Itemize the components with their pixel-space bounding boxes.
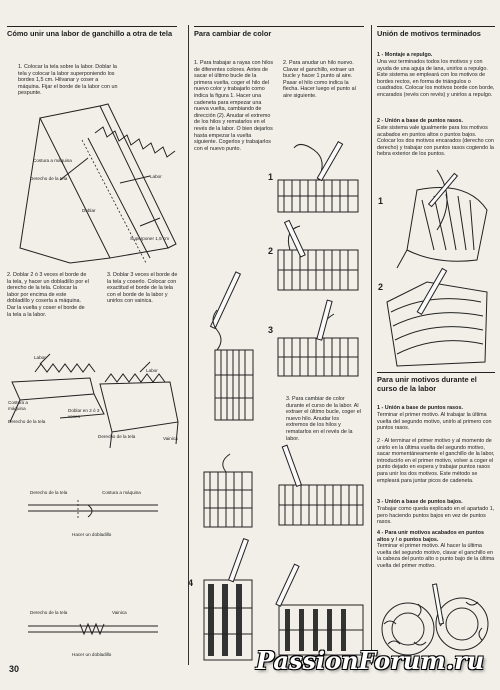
col1-step2: 2. Doblar 2 ó 3 veces el borde de la tela, y hacer un dobladillo por el derecho de la tela. Colocar la labor por encima de este dobladillo y coserla a máquina. Dar la vuelta y coser el borde de la tela a la labor.	[7, 272, 89, 318]
fig2-costura: Costura a máquina	[8, 400, 28, 411]
fig2-labor1: Labor	[34, 355, 46, 360]
figure-vainica-hem	[28, 620, 158, 640]
col1-heading: Cómo unir una labor de ganchillo a otra de tela	[7, 26, 177, 38]
fig3-costura: Costura a máquina	[102, 490, 141, 495]
col2-step3: 3. Para cambiar de color durante el curso de la labor. Al extraer el último bucle, coger el nuevo hilo. Anudar los extremos de los hilos y rematarlos en el revés de la labor.	[286, 396, 361, 442]
fig1-doblar: Doblar	[82, 208, 96, 213]
column-divider-2	[371, 25, 372, 665]
fig4-hacer: Hacer un dobladillo	[72, 652, 112, 657]
col3-t1-body: Terminar el primer motivo. Al trabajar la última vuelta del segundo motivo, unirlo al primero con puntos rasos.	[377, 412, 492, 432]
fig4-derecho: Derecho de la tela	[30, 610, 68, 615]
col2-fig-number-2: 2	[268, 246, 274, 256]
fig4-vainica: Vainica	[112, 610, 127, 615]
col3-s2-body: Este sistema vale igualmente para los motivos acabados en puntos altos o puntos bajos. Colocar los dos motivos encarados (derecho con derecho) y trabajar con puntos rasos cogiendo la hebra exterior de los puntos.	[377, 125, 494, 158]
col3-s1-title: 1 - Montaje a repulgo.	[377, 52, 433, 58]
col3-t3-body: Trabajar como queda explicado en el apartado 1, pero haciendo puntos bajos en vez de puntos rasos.	[377, 506, 495, 526]
col3-t4-title: 4 - Para unir motivos acabados en puntos altos y / o puntos bajos.	[377, 530, 484, 543]
fig1-labor: Labor	[150, 174, 162, 179]
page-number: 30	[9, 664, 20, 674]
fig3-derecho: Derecho de la tela	[30, 490, 68, 495]
fig1-superponer: Superponer 1,5 cm	[130, 236, 170, 241]
figure-motif-join-2	[377, 262, 495, 370]
col3-s1-body: Una vez terminados todos los motivos y con ayuda de una aguja de lana, unirlos a repulgo. Este sistema se empleará con los motivos de bordes rectos, en forma de triángulos o cuadrados. Colocar los motivos borde con borde, encarados (revés con revés) y unirlos a repulgo.	[377, 59, 495, 98]
col2-fig-number-1: 1	[268, 172, 274, 182]
col2-step1: 1. Para trabajar a rayas con hilos de diferentes colores. Antes de sacar el último bucle de la primera vuelta, coger el hilo del nuevo color y trabajarlo como indica la figura 1. Hacer una cadeneta para empezar una nueva vuelta, cambiando de dirección (2). Anudar el extremo de los hilos y rematarlos en el revés de la labor. O bien dejarlos hasta empezar la vuelta siguiente. Cogerlos y trabajarlos con el nuevo punto.	[194, 60, 274, 152]
col3-fig-number-1: 1	[378, 196, 384, 206]
col3-t2-body: 2 - Al terminar el primer motivo y al momento de unirlo en la última vuelta del segundo motivo, sacar momentáneamente el ganchillo de la labor, introducirlo en el primer motivo, volver a coger el punto dejado en espera y trabajar puntos rasos para unir los dos motivos. Este método se empleará para juntar picos de cadeneta.	[377, 438, 495, 484]
fig1-costura: Costura a máquina	[33, 158, 72, 163]
fig2-derecho2: Derecho de la tela	[98, 434, 136, 439]
fig1-derecho: Derecho de la tela	[30, 176, 68, 181]
figure-color-change-2	[270, 220, 365, 300]
fig2-vainica: Vainica	[163, 436, 178, 441]
figure-motif-join-1	[377, 170, 495, 270]
figure-color-change-5	[275, 445, 367, 670]
col1-step3: 3. Doblar 3 veces el borde de la tela y coserlo. Colocar con exactitud el borde de la tela con el borde de la labor y unirlos con vainica.	[107, 272, 178, 305]
col3-heading-1: Unión de motivos terminados	[377, 26, 495, 38]
col3-s2-title: 2 - Unión a base de puntos rasos.	[377, 118, 463, 124]
col2-fig-number-4: 4	[188, 578, 194, 588]
fig2-doblar: Doblar en 2 ó 3 veces	[68, 408, 100, 419]
col3-fig-number-2: 2	[378, 282, 384, 292]
col2-step2: 2. Para anudar un hilo nuevo. Clavar el ganchillo, extraer un bucle y hacer 1 punto al aire. Pasar el hilo como indica la flecha. Hacer luego el punto al aire siguiente.	[283, 60, 356, 99]
column-divider-1	[188, 25, 189, 665]
fig3-hacer: Hacer un dobladillo	[72, 532, 112, 537]
col1-step1: 1. Colocar la tela sobre la labor. Doblar la tela y colocar la labor superponiendo los bordes 1,5 cm. Hilvanar y coser a máquina. Fijar el borde de la labor con un pespunte.	[18, 64, 118, 97]
figure-color-change-3	[270, 300, 365, 380]
col3-t3-title: 3 - Unión a base de puntos bajos.	[377, 499, 463, 505]
col3-t4-body: Terminar el primer motivo. Al hacer la última vuelta del segundo motivo, clavar el ganchillo en la cabeza del punto alto o punto bajo de la última vuelta del primer motivo.	[377, 543, 495, 569]
col2-fig-number-3: 3	[268, 325, 274, 335]
fig2-derecho1: Derecho de la tela	[8, 419, 46, 424]
figure-color-change-1	[270, 140, 365, 215]
figure-color-change-vertical	[195, 270, 265, 430]
fig2-labor2: Labor	[146, 368, 158, 373]
watermark: PassionForum.ru	[256, 646, 485, 675]
col3-heading-2: Para unir motivos durante el curso de la labor	[377, 372, 495, 393]
col2-heading: Para cambiar de color	[194, 26, 364, 38]
col3-t1-title: 1 - Unión a base de puntos rasos.	[377, 405, 463, 411]
figure-fabric-crochet-1	[0, 98, 182, 268]
figure-seam-hem	[28, 500, 158, 520]
figure-color-change-4	[196, 450, 266, 670]
